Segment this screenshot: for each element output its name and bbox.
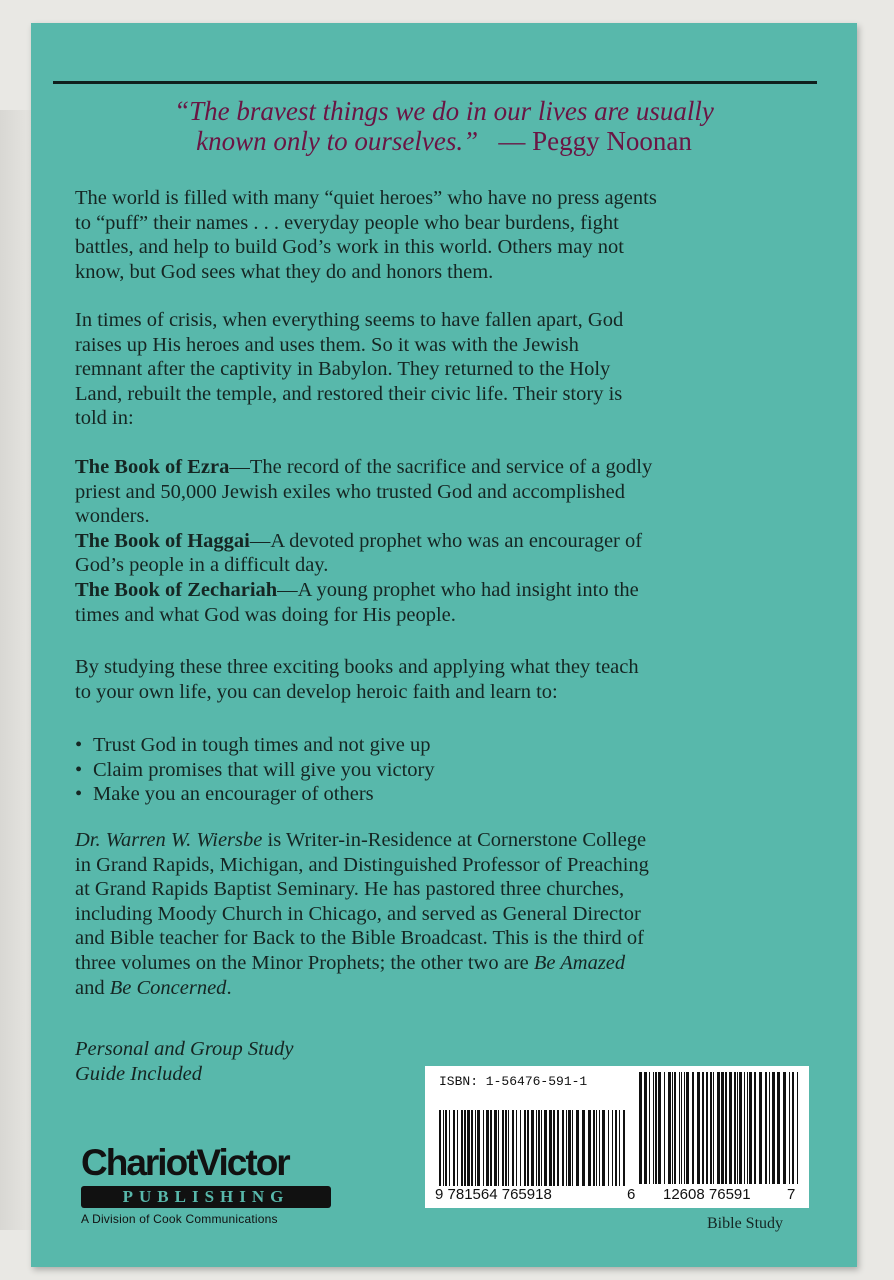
barcode-stripe xyxy=(457,1110,458,1186)
book-desc: —A young prophet who had insight into the xyxy=(277,578,639,601)
bio-text: . xyxy=(226,976,232,999)
barcode-stripe xyxy=(445,1110,447,1186)
barcode-stripe xyxy=(759,1072,762,1184)
barcode-stripe xyxy=(490,1110,492,1186)
list-item xyxy=(75,733,815,758)
barcode-stripe xyxy=(717,1072,720,1184)
barcode-stripe xyxy=(588,1110,591,1186)
text-line: and Bible teacher for Back to the Bible Broadcast. This is the third of xyxy=(75,927,644,950)
author-name: Dr. Warren W. Wiersbe xyxy=(75,829,263,851)
barcode-stripe xyxy=(729,1072,732,1184)
epigraph-quote xyxy=(31,96,857,156)
book-desc: —A devoted prophet who was an encourager of xyxy=(249,529,643,552)
book-ref: Be Amazed xyxy=(533,951,626,974)
barcode-stripe xyxy=(692,1072,694,1184)
barcode-stripe xyxy=(502,1110,504,1186)
text-line: to your own life, you can develop heroic faith and learn to: xyxy=(75,680,558,703)
barcode-stripe xyxy=(568,1110,571,1186)
barcode-stripe xyxy=(792,1072,794,1184)
text-line: priest and 50,000 Jewish exiles who trusted God and accomplished xyxy=(75,480,625,503)
barcode-stripe xyxy=(599,1110,600,1186)
barcode-stripe xyxy=(668,1072,671,1184)
barcode-stripe xyxy=(765,1072,767,1184)
barcode-stripe xyxy=(789,1072,790,1184)
text-line: to “puff” their names . . . everyday people who bear burdens, fight xyxy=(75,211,619,234)
barcode-stripe xyxy=(531,1110,534,1186)
book-ref: Be Concerned xyxy=(109,976,227,999)
barcode-stripe xyxy=(486,1110,489,1186)
barcode-stripe xyxy=(658,1072,661,1184)
barcode-stripe xyxy=(721,1072,724,1184)
barcode-stripe xyxy=(612,1110,613,1186)
book-desc: —The record of the sacrifice and service of a godly xyxy=(229,456,653,478)
studying-paragraph xyxy=(75,655,815,704)
barcode-stripe xyxy=(557,1110,559,1186)
barcode-stripe xyxy=(679,1072,680,1184)
addon-check-digit: 7 xyxy=(787,1186,796,1203)
book-title: The Book of Haggai xyxy=(75,529,250,552)
barcode-stripe xyxy=(516,1110,517,1186)
barcode-stripe xyxy=(749,1072,752,1184)
bio-text: three volumes on the Minor Prophets; the other two are xyxy=(75,951,534,974)
quote-author: — Peggy Noonan xyxy=(498,126,692,156)
barcode-stripe xyxy=(686,1072,689,1184)
publisher-division: A Division of Cook Communications xyxy=(81,1212,278,1226)
text-line: times and what God was doing for His people. xyxy=(75,603,456,626)
barcode-stripe xyxy=(549,1110,552,1186)
barcode-stripe xyxy=(449,1110,450,1186)
quote-line-2: known only to ourselves.” xyxy=(196,126,479,156)
isbn-text: ISBN: 1-56476-591-1 xyxy=(439,1074,588,1089)
barcode-stripe xyxy=(619,1110,620,1186)
addon-number: 12608 76591 xyxy=(663,1186,751,1203)
barcode-stripe xyxy=(772,1072,775,1184)
barcode-stripe xyxy=(553,1110,555,1186)
barcode-stripe xyxy=(512,1110,514,1186)
barcode-stripe xyxy=(439,1110,441,1186)
ean-number: 9 781564 765918 xyxy=(435,1186,552,1203)
barcode-stripe xyxy=(769,1072,770,1184)
list-item xyxy=(75,758,815,783)
barcode-stripe xyxy=(602,1110,605,1186)
barcode-stripe xyxy=(524,1110,526,1186)
bullet-icon: • xyxy=(75,783,83,806)
barcode-stripe xyxy=(697,1072,700,1184)
text-line: Personal and Group Study xyxy=(75,1038,294,1060)
barcode-stripe xyxy=(653,1072,654,1184)
barcode-stripe xyxy=(702,1072,704,1184)
barcode-stripe xyxy=(713,1072,714,1184)
barcode-stripe xyxy=(737,1072,738,1184)
top-rule xyxy=(53,81,817,84)
text-line xyxy=(75,976,815,1001)
barcode-stripe xyxy=(596,1110,597,1186)
quote-line-1: “The bravest things we do in our lives are usually xyxy=(174,96,714,126)
text-line: God’s people in a difficult day. xyxy=(75,554,329,577)
text-line: including Moody Church in Chicago, and served as General Director xyxy=(75,902,641,925)
book-ezra xyxy=(75,455,815,480)
list-item-text: Trust God in tough times and not give up xyxy=(93,734,431,756)
list-item xyxy=(75,782,815,807)
barcode-stripe xyxy=(783,1072,786,1184)
text-line xyxy=(75,828,815,853)
barcode-stripe xyxy=(520,1110,521,1186)
category-label: Bible Study xyxy=(707,1215,784,1232)
barcode-stripe xyxy=(725,1072,727,1184)
intro-paragraph xyxy=(75,186,815,284)
barcode-stripe xyxy=(684,1072,685,1184)
barcode-stripe xyxy=(747,1072,748,1184)
barcode-stripe xyxy=(453,1110,455,1186)
text-line: By studying these three exciting books and applying what they teach xyxy=(75,656,639,678)
text-line xyxy=(75,951,815,976)
barcode-stripe xyxy=(541,1110,542,1186)
barcode-stripe xyxy=(471,1110,473,1186)
bullet-icon: • xyxy=(75,734,83,756)
barcode-stripe xyxy=(623,1110,625,1186)
barcode-stripe xyxy=(681,1072,682,1184)
text-line: raises up His heroes and uses them. So it was with the Jewish xyxy=(75,333,579,356)
barcode-stripe xyxy=(443,1110,444,1186)
list-item-text: Claim promises that will give you victory xyxy=(93,758,435,781)
barcode-stripe xyxy=(674,1072,676,1184)
text-line: remnant after the captivity in Babylon. They returned to the Holy xyxy=(75,358,611,381)
text-line: In times of crisis, when everything seems to have fallen apart, God xyxy=(75,309,624,331)
text-line: in Grand Rapids, Michigan, and Distinguished Professor of Preaching xyxy=(75,853,649,876)
barcode-stripe xyxy=(477,1110,480,1186)
barcode-stripe xyxy=(593,1110,595,1186)
barcode-stripe xyxy=(544,1110,547,1186)
addon-digit: 6 xyxy=(627,1186,636,1203)
barcode-stripe xyxy=(475,1110,476,1186)
bullet-icon: • xyxy=(75,758,83,781)
barcode-stripe xyxy=(615,1110,617,1186)
text-line: Land, rebuilt the temple, and restored their civic life. Their story is xyxy=(75,382,623,405)
barcode-stripe xyxy=(576,1110,579,1186)
barcode-stripe xyxy=(467,1110,470,1186)
barcode-stripe xyxy=(566,1110,567,1186)
text-line: battles, and help to build God’s work in this world. Others may not xyxy=(75,236,624,259)
barcode-stripe xyxy=(572,1110,573,1186)
barcode-stripe xyxy=(777,1072,780,1184)
crisis-paragraph xyxy=(75,308,815,431)
barcode-stripe xyxy=(734,1072,736,1184)
barcode-stripe xyxy=(744,1072,745,1184)
barcode-stripe xyxy=(739,1072,742,1184)
barcode-stripe xyxy=(464,1110,466,1186)
barcode-stripe xyxy=(494,1110,497,1186)
barcode-stripe xyxy=(672,1072,673,1184)
study-guide-note xyxy=(75,1037,415,1086)
text-line: Guide Included xyxy=(75,1062,202,1085)
barcode-stripe xyxy=(710,1072,712,1184)
barcode-stripe xyxy=(639,1072,642,1184)
book-title: The Book of Zechariah xyxy=(75,578,278,601)
ean-barcode-icon xyxy=(439,1110,625,1186)
author-bio xyxy=(75,828,815,1000)
book-zechariah xyxy=(75,578,815,603)
publisher-name: ChariotVictor xyxy=(81,1142,289,1183)
book-back-cover xyxy=(31,23,857,1267)
barcode-stripe xyxy=(562,1110,564,1186)
bio-text: and xyxy=(75,976,110,999)
bio-text: is Writer-in-Residence at Cornerstone College xyxy=(262,829,647,851)
barcode-stripe xyxy=(536,1110,537,1186)
barcode-stripe xyxy=(508,1110,509,1186)
barcode-stripe xyxy=(655,1072,657,1184)
publisher-bar: PUBLISHING xyxy=(81,1186,331,1208)
publisher-logo xyxy=(81,1143,401,1226)
barcode-stripe xyxy=(527,1110,529,1186)
list-item-text: Make you an encourager of others xyxy=(93,783,374,806)
barcode-stripe xyxy=(797,1072,798,1184)
barcode-stripe xyxy=(461,1110,463,1186)
text-line: The world is filled with many “quiet heroes” who have no press agents xyxy=(75,187,657,209)
barcode-stripe xyxy=(608,1110,609,1186)
barcode-stripe xyxy=(664,1072,665,1184)
barcode-stripe xyxy=(582,1110,585,1186)
addon-barcode-icon xyxy=(639,1072,799,1184)
barcode-stripe xyxy=(538,1110,540,1186)
book-title: The Book of Ezra xyxy=(75,456,230,478)
text-line: told in: xyxy=(75,407,134,430)
benefits-list xyxy=(75,733,815,807)
text-line: know, but God sees what they do and honors them. xyxy=(75,260,494,283)
text-line: wonders. xyxy=(75,505,150,528)
barcode-stripe xyxy=(754,1072,756,1184)
barcode-stripe xyxy=(483,1110,484,1186)
book-haggai xyxy=(75,529,815,554)
text-line: at Grand Rapids Baptist Seminary. He has pastored three churches, xyxy=(75,878,625,901)
barcode-stripe xyxy=(649,1072,650,1184)
barcode-stripe xyxy=(498,1110,499,1186)
barcode-stripe xyxy=(505,1110,507,1186)
barcode-stripe xyxy=(706,1072,708,1184)
barcode-label xyxy=(425,1066,809,1208)
barcode-stripe xyxy=(644,1072,647,1184)
books-list xyxy=(75,455,815,627)
